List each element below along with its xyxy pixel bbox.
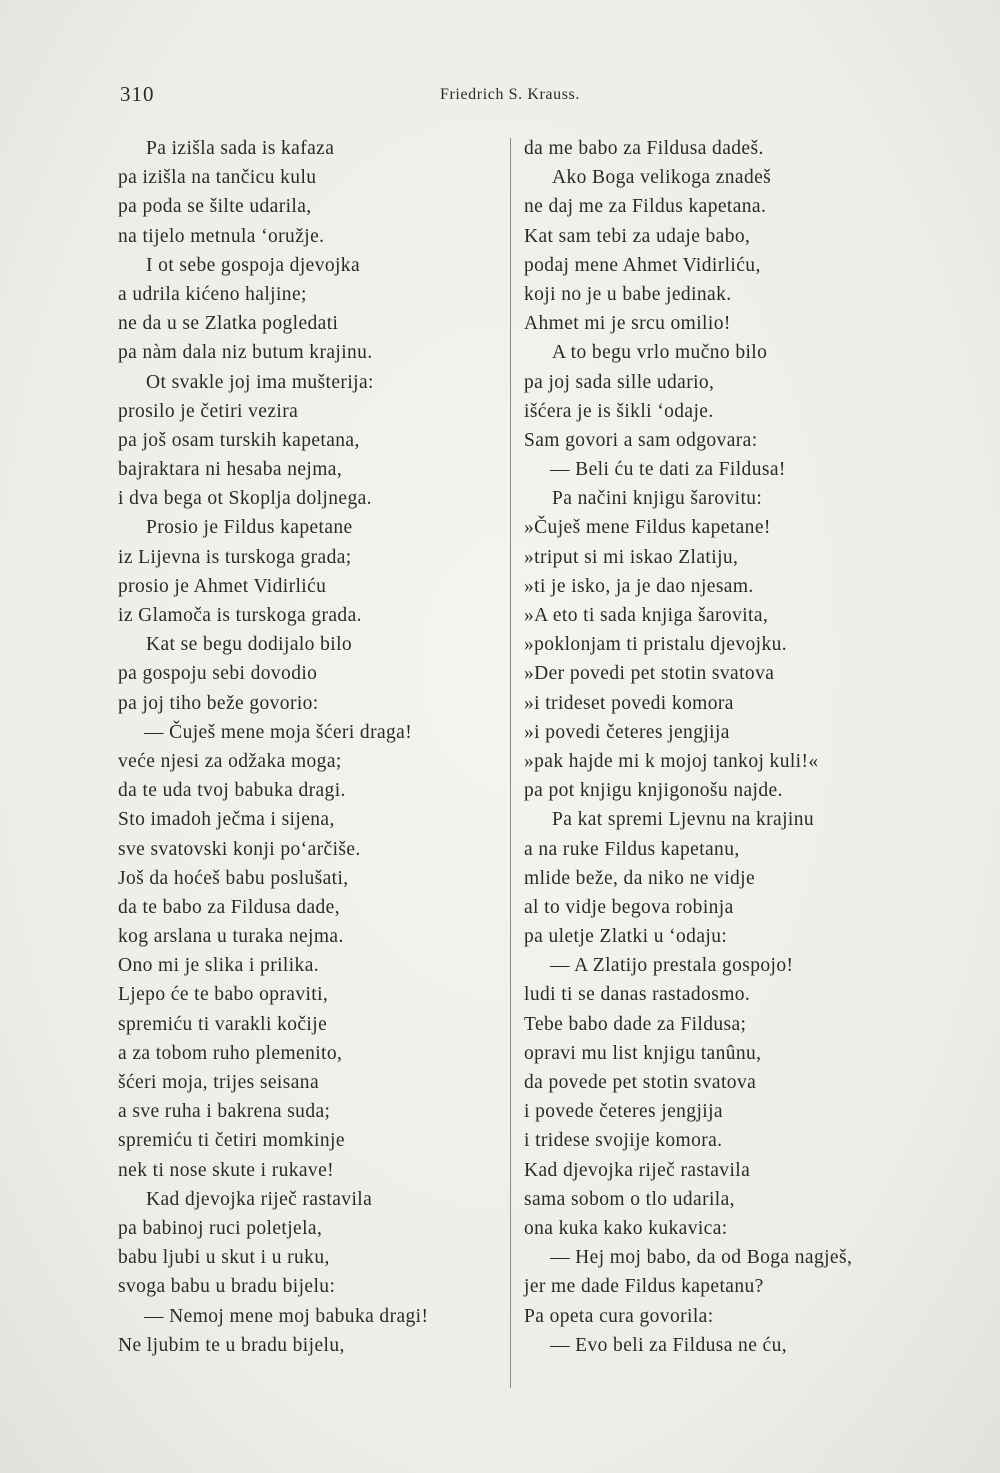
verse-line: koji no je u babe jedinak. — [524, 283, 732, 305]
verse-line: — Nemoj mene moj babuka dragi! — [144, 1305, 429, 1327]
verse-line: pa joj sada sille udario, — [524, 371, 715, 393]
verse-line: da te babo za Fildusa dade, — [118, 896, 340, 918]
verse-line: pa babinoj ruci poletjela, — [118, 1217, 323, 1239]
verse-line: pa uletje Zlatki u ‘odaju: — [524, 926, 728, 948]
verse-line: — Evo beli za Fildusa ne ću, — [550, 1334, 788, 1356]
verse-line: »i povedi četeres jengjija — [524, 721, 730, 743]
verse-line: Kad djevojka riječ rastavila — [524, 1159, 751, 1181]
verse-line: veće njesi za odžaka moga; — [118, 750, 342, 772]
verse-line: »Čuješ mene Fildus kapetane! — [524, 517, 771, 539]
verse-line: i povede četeres jengjija — [524, 1101, 723, 1123]
verse-line: ne daj me za Fildus kapetana. — [524, 196, 767, 218]
verse-line: »i trideset povedi komora — [524, 692, 734, 714]
verse-line: Ono mi je slika i prilika. — [118, 955, 320, 977]
right-column — [524, 134, 864, 1360]
verse-line: išćera je is šikli ‘odaje. — [524, 400, 714, 422]
verse-line: Još da hoćeš babu poslušati, — [118, 867, 349, 889]
verse-line: pa joj tiho beže govorio: — [118, 692, 319, 714]
verse-line: da me babo za Fildusa dadeš. — [524, 138, 764, 159]
verse-line: a udrila kićeno haljine; — [118, 283, 307, 305]
verse-line: Kat se begu dodijalo bilo — [146, 634, 353, 656]
verse-line: šćeri moja, trijes seisana — [118, 1072, 320, 1093]
verse-line: pa nàm dala niz butum krajinu. — [118, 342, 373, 364]
verse-line: Ljepo će te babo opraviti, — [118, 984, 329, 1006]
verse-line: A to begu vrlo mučno bilo — [552, 342, 768, 364]
verse-line: Ako Boga velikoga znadeš — [552, 167, 772, 189]
left-column — [118, 134, 498, 1360]
verse-line: Ahmet mi je srcu omilio! — [524, 313, 731, 335]
verse-line: opravi mu list knjigu tanûnu, — [524, 1042, 762, 1064]
verse-line: na tijelo metnula ‘oružje. — [118, 225, 325, 247]
verse-line: a za tobom ruho plemenito, — [118, 1042, 343, 1064]
verse-line: ludi ti se danas rastadosmo. — [524, 984, 751, 1006]
verse-line: a na ruke Fildus kapetanu, — [524, 838, 740, 860]
verse-line: — A Zlatijo prestala gospojo! — [550, 955, 794, 977]
verse-line: podaj mene Ahmet Vidirliću, — [524, 254, 761, 276]
verse-line: kog arslana u turaka nejma. — [118, 926, 344, 948]
verse-line: — Čuješ mene moja šćeri draga! — [144, 721, 413, 743]
verse-line: babu ljubi u skut i u ruku, — [118, 1247, 330, 1269]
verse-line: i dva bega ot Skoplja doljnega. — [118, 488, 372, 510]
verse-line: iz Lijevna is turskoga grada; — [118, 546, 352, 568]
page-number: 310 — [120, 82, 155, 106]
verse-line: »triput si mi iskao Zlatiju, — [524, 546, 739, 568]
verse-line: pa poda se šilte udarila, — [118, 196, 312, 218]
verse-line: Prosio je Fildus kapetane — [146, 517, 353, 539]
verse-line: Pa izišla sada is kafaza — [146, 138, 335, 159]
verse-line: »A eto ti sada knjiga šarovita, — [524, 605, 769, 626]
verse-line: sama sobom o tlo udarila, — [524, 1188, 735, 1210]
verse-line: pa još osam turskih kapetana, — [118, 429, 360, 451]
verse-line: Pa kat spremi Ljevnu na krajinu — [552, 809, 815, 831]
verse-line: »pak hajde mi k mojoj tankoj kuli!« — [524, 750, 819, 772]
running-title: Friedrich S. Krauss. — [440, 86, 580, 103]
verse-line: ona kuka kako kukavica: — [524, 1217, 728, 1239]
verse-line: Sto imadoh ječma i sijena, — [118, 809, 335, 831]
verse-line: jer me dade Fildus kapetanu? — [524, 1276, 764, 1298]
verse-line: al to vidje begova robinja — [524, 896, 734, 918]
verse-line: nek ti nose skute i rukave! — [118, 1159, 335, 1181]
verse-line: »poklonjam ti pristalu djevojku. — [524, 634, 788, 656]
page-header — [120, 82, 880, 114]
verse-line: »ti je isko, ja je dao njesam. — [524, 575, 754, 597]
verse-line: svoga babu u bradu bijelu: — [118, 1276, 336, 1298]
verse-line: a sve ruha i bakrena suda; — [118, 1101, 331, 1123]
verse-line: Sam govori a sam odgovara: — [524, 429, 758, 451]
verse-line: »Der povedi pet stotin svatova — [524, 663, 775, 685]
verse-line: bajraktara ni hesaba nejma, — [118, 459, 343, 481]
verse-line: spremiću ti varakli kočije — [118, 1013, 328, 1035]
verse-line: Pa opeta cura govorila: — [524, 1305, 714, 1327]
verse-line: Tebe babo dade za Fildusa; — [524, 1013, 747, 1035]
verse-line: iz Glamoča is turskoga grada. — [118, 605, 362, 626]
verse-line: pa izišla na tančicu kulu — [118, 167, 317, 189]
verse-line: pa gospoju sebi dovodio — [118, 663, 318, 685]
verse-line: Pa načini knjigu šarovitu: — [552, 488, 763, 510]
verse-line: I ot sebe gospoja djevojka — [146, 254, 361, 276]
verse-line: i tridese svojije komora. — [524, 1130, 723, 1152]
verse-line: Ot svakle joj ima mušterija: — [146, 371, 374, 393]
verse-line: — Hej moj babo, da od Boga nagješ, — [550, 1247, 853, 1269]
verse-line: da povede pet stotin svatova — [524, 1072, 757, 1093]
verse-line: prosio je Ahmet Vidirliću — [118, 575, 327, 597]
verse-line: pa pot knjigu knjigonošu najde. — [524, 780, 783, 802]
verse-line: mlide beže, da niko ne vidje — [524, 867, 756, 889]
verse-line: prosilo je četiri vezira — [118, 400, 299, 422]
column-divider — [510, 138, 511, 1388]
verse-line: Kat sam tebi za udaje babo, — [524, 225, 751, 247]
verse-line: da te uda tvoj babuka dragi. — [118, 780, 346, 802]
verse-line: ne da u se Zlatka pogledati — [118, 313, 339, 335]
verse-line: Kad djevojka riječ rastavila — [146, 1188, 373, 1210]
verse-line: sve svatovski konji po‘arčiše. — [118, 838, 361, 860]
verse-line: spremiću ti četiri momkinje — [118, 1130, 345, 1152]
verse-line: — Beli ću te dati za Fildusa! — [550, 459, 786, 481]
verse-line: Ne ljubim te u bradu bijelu, — [118, 1334, 345, 1356]
